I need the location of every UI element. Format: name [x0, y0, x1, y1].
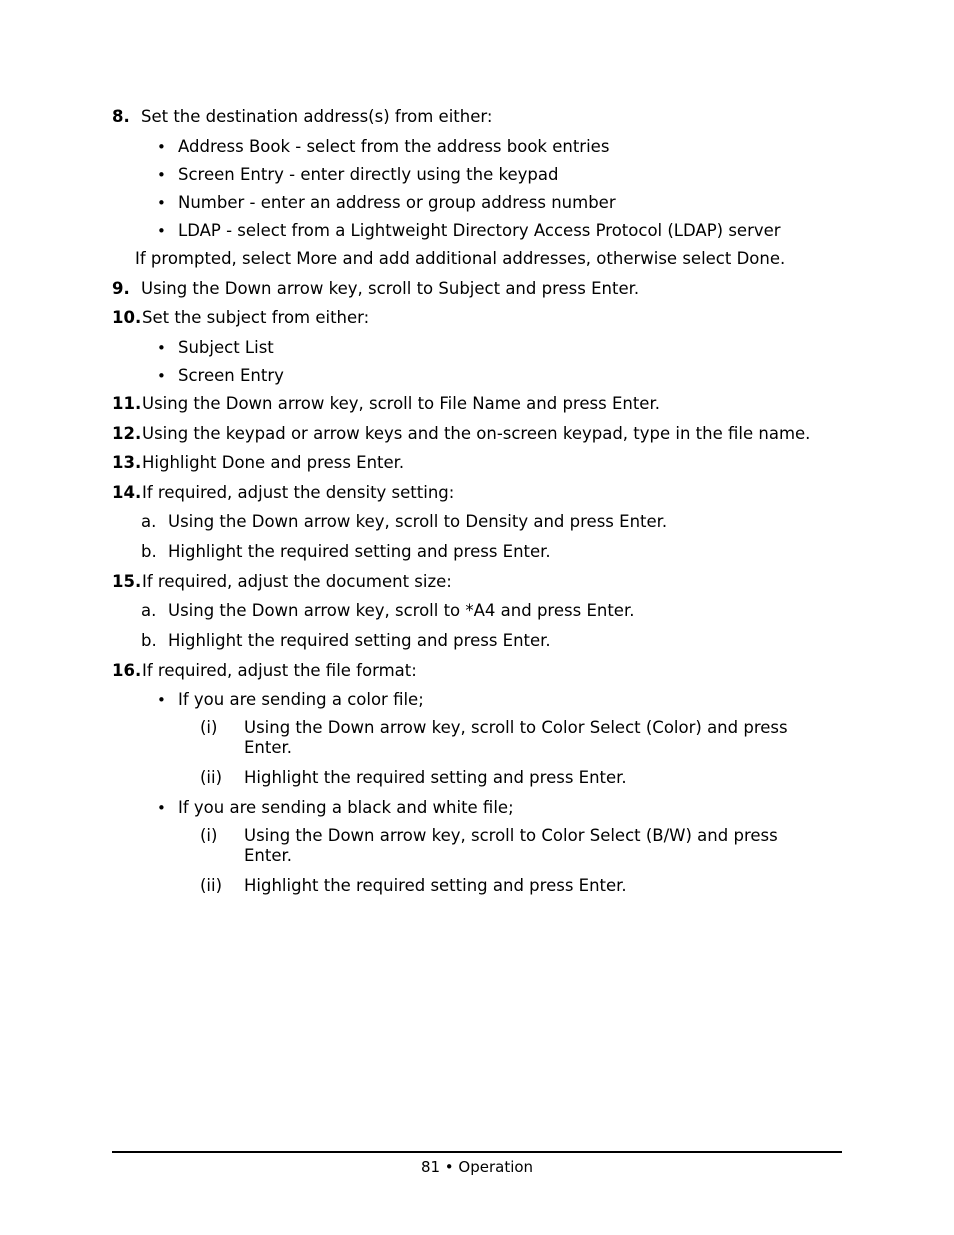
roman-item-text: Using the Down arrow key, scroll to Color Select (B/W) and press — [244, 826, 778, 845]
footer-rule — [112, 1151, 842, 1153]
substep-text: Using the Down arrow key, scroll to Density and press Enter. — [168, 512, 668, 531]
step-number: 10. — [112, 308, 142, 327]
roman-item-text-continued: Enter. — [244, 846, 293, 865]
roman-marker: (i) — [200, 718, 218, 737]
bullet-item: Address Book - select from the address book entries — [178, 137, 610, 156]
substep-text: Highlight the required setting and press Enter. — [168, 631, 551, 650]
bullet-icon: • — [157, 194, 166, 212]
step-text: Set the subject from either: — [142, 308, 370, 327]
roman-marker: (i) — [200, 826, 218, 845]
step-number: 11. — [112, 394, 142, 413]
bullet-item: If you are sending a black and white file; — [178, 798, 514, 817]
step-number: 12. — [112, 424, 142, 443]
step-text: Set the destination address(s) from either: — [141, 107, 493, 126]
step-number: 9. — [112, 279, 130, 298]
bullet-icon: • — [157, 367, 166, 385]
step-number: 15. — [112, 572, 142, 591]
roman-item-text: Highlight the required setting and press Enter. — [244, 768, 627, 787]
step-note: If prompted, select More and add additional addresses, otherwise select Done. — [135, 249, 786, 268]
bullet-item: Screen Entry - enter directly using the keypad — [178, 165, 559, 184]
page-footer: 81 • Operation — [420, 1158, 534, 1176]
bullet-icon: • — [157, 799, 166, 817]
step-text: If required, adjust the file format: — [142, 661, 417, 680]
substep-text: Using the Down arrow key, scroll to *A4 and press Enter. — [168, 601, 635, 620]
bullet-item: LDAP - select from a Lightweight Directory Access Protocol (LDAP) server — [178, 221, 781, 240]
step-text: Using the Down arrow key, scroll to File Name and press Enter. — [142, 394, 660, 413]
step-number: 16. — [112, 661, 142, 680]
roman-item-text: Highlight the required setting and press Enter. — [244, 876, 627, 895]
substep-text: Highlight the required setting and press Enter. — [168, 542, 551, 561]
roman-item-text: Using the Down arrow key, scroll to Color Select (Color) and press — [244, 718, 788, 737]
bullet-item: Screen Entry — [178, 366, 284, 385]
step-text: If required, adjust the document size: — [142, 572, 452, 591]
step-number: 14. — [112, 483, 142, 502]
substep-marker: b. — [141, 542, 157, 561]
step-text: Using the keypad or arrow keys and the on-screen keypad, type in the file name. — [142, 424, 811, 443]
bullet-icon: • — [157, 166, 166, 184]
bullet-item: If you are sending a color file; — [178, 690, 424, 709]
step-text: Highlight Done and press Enter. — [142, 453, 405, 472]
roman-marker: (ii) — [200, 876, 223, 895]
bullet-item: Number - enter an address or group address number — [178, 193, 616, 212]
step-text: If required, adjust the density setting: — [142, 483, 455, 502]
step-number: 8. — [112, 107, 130, 126]
bullet-icon: • — [157, 339, 166, 357]
substep-marker: b. — [141, 631, 157, 650]
bullet-item: Subject List — [178, 338, 274, 357]
step-number: 13. — [112, 453, 142, 472]
roman-item-text-continued: Enter. — [244, 738, 293, 757]
bullet-icon: • — [157, 222, 166, 240]
bullet-icon: • — [157, 138, 166, 156]
bullet-icon: • — [157, 691, 166, 709]
roman-marker: (ii) — [200, 768, 223, 787]
substep-marker: a. — [141, 512, 157, 531]
step-text: Using the Down arrow key, scroll to Subject and press Enter. — [141, 279, 640, 298]
substep-marker: a. — [141, 601, 157, 620]
